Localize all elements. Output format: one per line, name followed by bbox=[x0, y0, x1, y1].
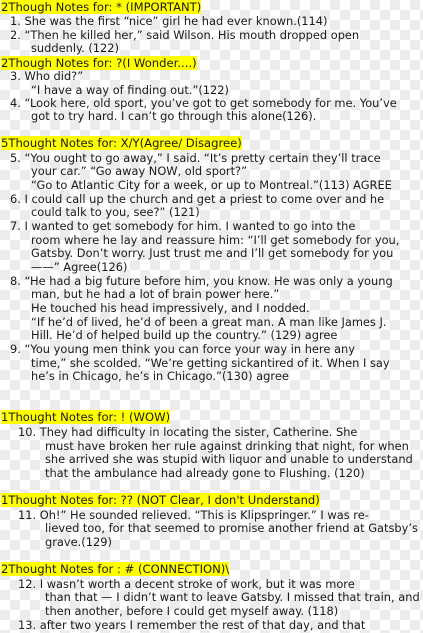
note-line: 5. “You ought to go away,” I said. “It’s pretty certain they’ll trace bbox=[10, 151, 381, 165]
note-line: 8. “He had a big future before him, you know. He was only a young bbox=[10, 274, 393, 288]
note-line: Gatsby. Don’t worry. Just trust me and I’ll get somebody for you bbox=[31, 246, 394, 260]
note-line: got to try hard. I can’t go through this alone(126). bbox=[31, 109, 317, 123]
note-line: 7. I wanted to get somebody for him. I wanted to go into the bbox=[10, 219, 356, 233]
note-line: 1. She was the first “nice” girl he had ever known.(114) bbox=[10, 14, 328, 28]
highlight: 2Though Notes for: * (IMPORTANT) bbox=[1, 0, 202, 14]
note-line: lieved too, for that seemed to promise another friend at Gatsby’s bbox=[45, 521, 418, 535]
note-line: he’s in Chicago, he’s in Chicago.”(130) agree bbox=[31, 369, 289, 383]
note-line: man, but he had a lot of brain power here.” bbox=[31, 287, 280, 301]
highlight: 1Thought Notes for: ! (WOW) bbox=[1, 410, 171, 424]
section-heading-important bbox=[1, 1, 201, 15]
note-line: He touched his head impressively, and I nodded. bbox=[31, 301, 310, 315]
highlight: 1Thought Notes for: ?? (NOT Clear, I don't Understand) bbox=[1, 493, 320, 507]
note-line: room where he lay and reassure him: “I’ll get somebody for you, bbox=[31, 233, 400, 247]
note-line: 2. “Then he killed her,” said Wilson. His mouth dropped open bbox=[10, 28, 360, 42]
note-line: suddenly. (122) bbox=[31, 41, 119, 55]
note-line: “Go to Atlantic City for a week, or up to Montreal.”(113) AGREE bbox=[31, 178, 392, 192]
note-line: “If he’d of lived, he’d of been a great man. A man like James J. bbox=[31, 315, 387, 329]
note-line: 11. Oh!” He sounded relieved. “This is Klipspringer.” I was re- bbox=[18, 508, 369, 522]
highlight: 2Thought Notes for : # (CONNECTION)\ bbox=[1, 562, 230, 576]
note-line: must have broken her rule against drinking that night, for when bbox=[45, 439, 409, 453]
note-line: could talk to you, see?” (121) bbox=[31, 205, 200, 219]
note-line: 9. “You young men think you can force your way in here any bbox=[10, 342, 355, 356]
section-heading-wow bbox=[1, 411, 170, 425]
section-heading-connection bbox=[1, 563, 229, 577]
note-line: 6. I could call up the church and get a priest to come over and he bbox=[10, 192, 385, 206]
note-line: “I have a way of finding out.”(122) bbox=[31, 83, 229, 97]
note-line: then another, before I could get myself away. (118) bbox=[45, 604, 339, 618]
highlight: 2Though Notes for: ?(I Wonder....) bbox=[1, 56, 197, 70]
note-line: than that — I didn’t want to leave Gatsby. I missed that train, and bbox=[45, 590, 420, 604]
note-line: your car.” “Go away NOW, old sport?” bbox=[31, 164, 248, 178]
note-line: Hill. He’d of helped build up the country.” (129) agree bbox=[31, 328, 338, 342]
highlight: 5Thought Notes for: X/Y(Agree/ Disagree) bbox=[1, 136, 242, 150]
note-line: 4. “Look here, old sport, you’ve got to get somebody for me. You’ve bbox=[10, 96, 397, 110]
note-line: 13. after two years I remember the rest of that day, and that bbox=[18, 618, 366, 632]
section-heading-agree-disagree bbox=[1, 137, 242, 151]
note-line: grave.(129) bbox=[45, 535, 112, 549]
note-line: ——” Agree(126) bbox=[31, 260, 128, 274]
note-line: that the ambulance had already gone to Flushing. (120) bbox=[45, 466, 365, 480]
note-line: 12. I wasn’t worth a decent stroke of work, but it was more bbox=[18, 577, 355, 591]
note-line: 10. They had difficulty in locating the sister, Catherine. She bbox=[18, 425, 358, 439]
section-heading-not-clear bbox=[1, 494, 320, 508]
note-line: 3. Who did?” bbox=[10, 69, 84, 83]
note-line: time,” she scolded. “We’re getting sickantired of it. When I say bbox=[31, 356, 390, 370]
note-line: she arrived she was stupid with liquor and unable to understand bbox=[45, 452, 413, 466]
